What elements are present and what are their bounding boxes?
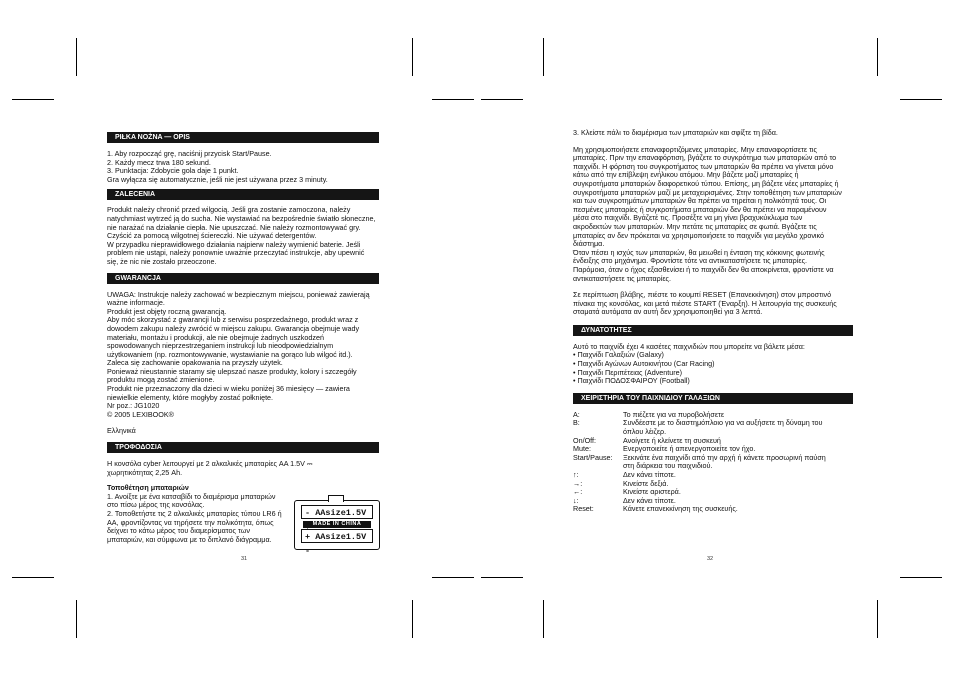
battery-cell-bottom: + AAsize1.5V - — [301, 529, 373, 543]
control-desc: Κινείστε αριστερά. — [623, 487, 681, 497]
crop-mark — [432, 99, 474, 100]
crop-mark — [412, 38, 413, 76]
control-row — [573, 419, 853, 436]
battery-warning: Μη χρησιμοποιήσετε επαναφορτιζόμενες μπαταρίες. Μην επαναφορτίσετε τις μπαταρίες. Πριν την επαναφόρτιση, βγάζετε το συγκρότημα των μπαταριών από το παιχνίδι. Η φόρτιση του συγκροτήματος των μπαταριών θα πρέπει να γίνεται μόνο κάτω από την επίβλεψη ενήλικου ατόμου. Μην βάζετε μαζί μπαταρίες ή συγκροτήματα μπαταριών διαφορετικού τύπου. Επίσης, μη βάζετε νέες μπαταρίες ή συγκροτήματα μπαταριών μαζί με μεταχειρισμένες. Στην τοποθέτηση των μπαταριών και των συγκροτημάτων μπαταριών θα πρέπει να τηρείται η πολικότητά τους. Οι πεσμένες μπαταρίες ή συγκροτήματα μπαταριών δεν θα πρέπει να παραμένουν μέσα στο παιχνίδι. Βγάζετέ τις. Προσέξτε να μη γίνει βραχυκύκλωμα των ακροδεκτών των μπαταριών. Μην πετάτε τις μπαταρίες σε φωτιά. Βγάζετε τις μπαταρίες αν δεν πρόκειται να χρησιμοποιήσετε το παιχνίδι για μεγάλο χρονικό διάστημα. Όταν πέσει η ισχύς των μπαταριών, θα μειωθεί η ένταση της κόκκινης φωτεινής ένδειξης στο μηχάνημα. Φροντίστε τότε να αντικαταστήσετε τις μπαταρίες. Παρόμοια, όταν ο ήχος εξασθενίσει ή το παιχνίδι δεν θα αποκρίνεται, φροντίστε να αντικαταστήσετε τις μπαταρίες. — [573, 144, 842, 283]
crop-mark — [412, 600, 413, 638]
control-row — [573, 488, 853, 497]
control-key: Reset: — [573, 504, 594, 514]
crop-mark — [12, 99, 54, 100]
control-key: On/Off: — [573, 435, 597, 445]
section-header-dynatotites: ΔΥΝΑΤΟΤΗΤΕΣ — [573, 325, 853, 336]
controls-list — [573, 411, 853, 514]
battery-diagram — [290, 495, 382, 556]
control-desc: Ενεργοποιείτε ή απενεργοποιείτε τον ήχο. — [623, 444, 756, 454]
battery-cell-top: - AAsize1.5V — [301, 505, 373, 519]
control-key: A: — [573, 409, 580, 419]
right-page — [573, 129, 853, 514]
crop-mark — [900, 99, 942, 100]
crop-mark — [432, 577, 474, 578]
section-header-gwarancja: GWARANCJA — [107, 273, 379, 284]
control-key: Mute: — [573, 444, 591, 454]
made-in-china-label: MADE IN CHINA — [303, 521, 371, 528]
control-key: →: — [573, 478, 583, 488]
control-desc: Δεν κάνει τίποτε. — [623, 495, 676, 505]
closing-step: 3. Κλείστε πάλι το διαμέρισμα των μπαταριών και σφίξτε τη βίδα. — [573, 128, 778, 137]
battery-compartment-tab — [328, 495, 344, 502]
language-label: Ελληνικά — [107, 426, 136, 436]
crop-mark — [12, 577, 54, 578]
control-key: B: — [573, 418, 580, 428]
control-row — [573, 505, 853, 514]
control-key: ↑: — [573, 470, 579, 479]
control-row — [573, 454, 853, 471]
crop-mark — [900, 577, 942, 578]
pilka-text: 1. Aby rozpocząć grę, naciśnij przycisk Start/Pause. 2. Każdy mecz trwa 180 sekund. 3. Punktacja: Zdobycie gola daje 1 punkt. Gra wyłącza się automatycznie, jeśli nie jest używana przez 3 minuty. — [107, 149, 328, 184]
gwarancja-text: UWAGA: Instrukcje należy zachować w bezpiecznym miejscu, ponieważ zawierają ważne informacje. Produkt jest objęty roczną gwarancją. Aby móc skorzystać z gwarancji lub z serwisu posprzedażnego, produkt wraz z dowodem zakupu należy zwrócić w miejscu zakupu. Gwarancja obejmuje wady materiału, montażu i produkcji, ale nie obejmuje żadnych uszkodzeń spowodowanych nieprzestrzeganiem instrukcji lub nieodpowiedzialnym użytkowaniem (np. rozmontowywanie, wystawianie na gorąco lub wilgoć itd.). Zaleca się zachowanie opakowania na przyszły użytek. Ponieważ nieustannie staramy się ulepszać nasze produkty, kolory i szczegóły produktu mogą zostać zmienione. Produkt nie przeznaczony dla dzieci w wieku poniżej 36 miesięcy — zawiera niewielkie elementy, które mogłyby zostać połknięte. Nr poz.: JG1020 © 2005 LEXIBOOK® — [107, 289, 370, 419]
control-row — [573, 471, 853, 480]
dynatotites-text: Αυτό το παιχνίδι έχει 4 κασέτες παιχνιδιών που μπορείτε να βάλετε μέσα: • Παιχνίδι Γαλαξιών (Galaxy) • Παιχνίδι Αγώνων Αυτοκινήτου (Car Racing) • Παιχνίδι Περιπέτειας (Adventure) • Παιχνίδι ΠΟΔΟΣΦΑΙΡΟΥ (Football) — [573, 341, 805, 386]
section-header-pilka: PIŁKA NOŻNA — OPIS — [107, 132, 379, 143]
page-number-right: 32 — [707, 556, 714, 562]
control-desc: Δεν κάνει τίποτε. — [623, 470, 676, 479]
zalecenia-text: Produkt należy chronić przed wilgocią. Jeśli gra zostanie zamoczona, należy natychmiast wytrzeć ją do sucha. Nie wystawiać na bezpośrednie światło słoneczne, nie narażać na działanie ciepła. Nie upuszczać. Nie należy rozmontowywać gry. Czyścić za pomocą wilgotnej ściereczki. Nie używać detergentów. W przypadku nieprawidłowego działania najpierw należy wymienić baterie. Jeśli problem nie ustąpi, należy ponownie uważnie przeczytać instrukcje, aby upewnić się, że nic nie zostało przeoczone. — [107, 205, 376, 266]
battery-compartment — [294, 500, 380, 556]
crop-mark — [877, 600, 878, 638]
crop-mark — [543, 600, 544, 638]
trofodosia-text: Η κονσόλα cyber λειτουργεί με 2 αλκαλικές μπαταρίες AA 1.5V ⎓ χωρητικότητας 2,25 Ah. — [107, 459, 313, 477]
control-desc: Κάνετε επανεκκίνηση της συσκευής. — [623, 504, 738, 514]
reset-note: Σε περίπτωση βλάβης, πιέστε το κουμπί RESET (Επανεκκίνηση) στον μπροστινό πίνακα της κονσόλας, και μετά πιέστε START (Έναρξη). Η λειτουργία της συσκευής σταματά αυτόματα αν αυτή δεν χρησιμοποιηθεί για 3 λεπτά. — [573, 290, 837, 317]
page-number-left: 31 — [241, 556, 248, 562]
control-row — [573, 480, 853, 489]
section-header-zalecenia: ZALECENIA — [107, 189, 379, 200]
battery-install-heading: Τοποθέτηση μπαταριών — [107, 483, 189, 493]
control-key: ↓: — [573, 495, 579, 505]
control-desc: Κινείστε δεξιά. — [623, 478, 669, 488]
control-desc: Ξεκινάτε ένα παιχνίδι από την αρχή ή κάνετε προσωρινή παύση στη διάρκεια του παιχνιδιού. — [623, 452, 826, 471]
crop-mark — [543, 38, 544, 76]
battery-install-steps: 1. Ανοίξτε με ένα κατσαβίδι το διαμέρισμα μπαταριών στο πίσω μέρος της κονσόλας. 2. Τοποθετήστε τις 2 αλκαλικές μπαταρίες τύπου LR6 ή AA, φροντίζοντας να τηρήσετε την πολικότητα, όπως δείχνει το κάτω μέρος του διαμερίσματος των μπαταριών, και σύμφωνα με το διπλανό διάγραμμα. — [107, 491, 282, 544]
control-desc: Το πιέζετε για να πυροβολήσετε — [623, 409, 725, 419]
control-key: ←: — [573, 487, 583, 497]
control-desc: Ανοίγετε ή κλείνετε τη συσκευή — [623, 435, 721, 445]
control-key: Start/Pause: — [573, 452, 613, 462]
crop-mark — [481, 577, 523, 578]
control-desc: Συνδέεστε με το διαστημόπλοιο για να αυξήσετε τη δύναμη του όπλου λέιζερ. — [623, 418, 823, 437]
crop-mark — [76, 600, 77, 638]
crop-mark — [877, 38, 878, 76]
section-header-trofodosia: ΤΡΟΦΟΔΟΣΙΑ — [107, 442, 379, 453]
section-header-controls: ΧΕΙΡΙΣΤΗΡΙΑ ΤΟΥ ΠΑΙΧΝΙΔΙΟΥ ΓΑΛΑΞΙΩΝ — [573, 393, 853, 404]
crop-mark — [481, 99, 523, 100]
left-page — [107, 132, 379, 544]
crop-mark — [76, 38, 77, 76]
